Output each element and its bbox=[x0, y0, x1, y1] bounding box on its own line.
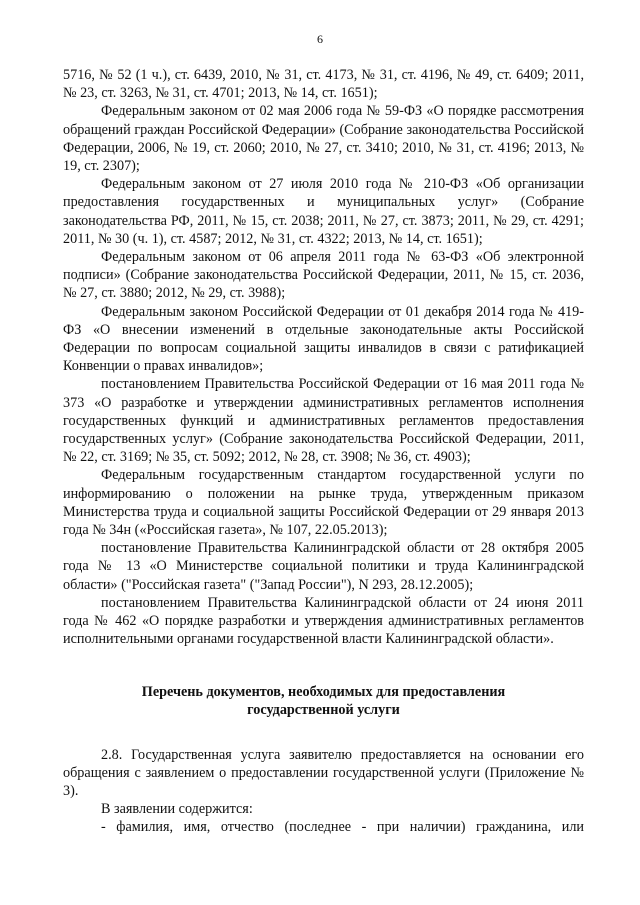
paragraph-resolution-373: постановлением Правительства Российской Федерации от 16 мая 2011 года № 373 «О разработке и утверждении административных регламентов исполнения государственных функций и административных регламентов предоставления государственных услуг» (Собрание законодательства Российской Федерации, 2011, № 22, ст. 3169; № 35, ст. 5092; 2012, № 28, ст. 3908; № 36, ст. 4903); bbox=[63, 376, 584, 466]
document-body bbox=[63, 66, 584, 837]
paragraph-law-210fz: Федеральным законом от 27 июля 2010 года № 210-ФЗ «Об организации предоставления государственных и муниципальных услуг» (Собрание законодательства РФ, 2011, № 15, ст. 2038; 2011, № 27, ст. 3873; 2011, № 29, ст. 4291; 2011, № 30 (ч. 1), ст. 4587; 2012, № 31, ст. 4322; 2013, № 14, ст. 1651); bbox=[63, 176, 584, 247]
section-heading-line-1: Перечень документов, необходимых для предоставления bbox=[141, 683, 506, 700]
paragraph-law-419fz: Федеральным законом Российской Федерации от 01 декабря 2014 года № 419-ФЗ «О внесении изменений в отдельные законодательные акты Российской Федерации по вопросам социальной защиты инвалидов в связи с ратификацией Конвенции о правах инвалидов»; bbox=[63, 303, 584, 375]
paragraph-citation-continuation: 5716, № 52 (1 ч.), ст. 6439, 2010, № 31, ст. 4173, № 31, ст. 4196, № 49, ст. 6409; 2011, № 23, ст. 3263, № 31, ст. 4701; 2013, № 14, ст. 1651); bbox=[63, 67, 584, 102]
paragraph-law-59fz: Федеральным законом от 02 мая 2006 года № 59-ФЗ «О порядке рассмотрения обращений граждан Российской Федерации» (Собрание законодательства Российской Федерации, 2006, № 19, ст. 2060; 2010, № 27, ст. 3410; 2010, № 31, ст. 4196; 2013, № 19, ст. 2307); bbox=[63, 103, 584, 175]
section-heading-line-2: государственной услуги bbox=[247, 702, 400, 718]
paragraph-2-8: 2.8. Государственная услуга заявителю предоставляется на основании его обращения с заявлением о предоставлении государственной услуги (Приложение № 3). bbox=[63, 746, 584, 799]
paragraph-application-contains: В заявлении содержится: bbox=[101, 801, 253, 818]
page-number: 6 bbox=[317, 32, 323, 46]
paragraph-list-item-name: - фамилия, имя, отчество (последнее - при наличии) гражданина, или bbox=[101, 819, 584, 836]
paragraph-resolution-462: постановлением Правительства Калининградской области от 24 июня 2011 года № 462 «О порядке разработки и утверждения административных регламентов исполнительными органами государственной власти Калининградской области». bbox=[63, 594, 584, 648]
paragraph-federal-standard: Федеральным государственным стандартом государственной услуги по информированию о положении на рынке труда, утвержденным приказом Министерства труда и социальной защиты Российской Федерации от 29 января 2013 года № 34н («Российская газета», № 107, 22.05.2013); bbox=[63, 467, 584, 539]
paragraph-law-63fz: Федеральным законом от 06 апреля 2011 года № 63-ФЗ «Об электронной подписи» (Собрание законодательства Российской Федерации, 2011, № 15, ст. 2036, № 27, ст. 3880; 2012, № 29, ст. 3988); bbox=[63, 249, 584, 302]
paragraph-resolution-13: постановление Правительства Калининградской области от 28 октября 2005 года № 13 «О Министерстве социальной политики и труда Калининградской области» ("Российская газета" ("Запад России"), N 293, 28.12.2005); bbox=[63, 540, 584, 593]
section-heading bbox=[63, 683, 584, 720]
